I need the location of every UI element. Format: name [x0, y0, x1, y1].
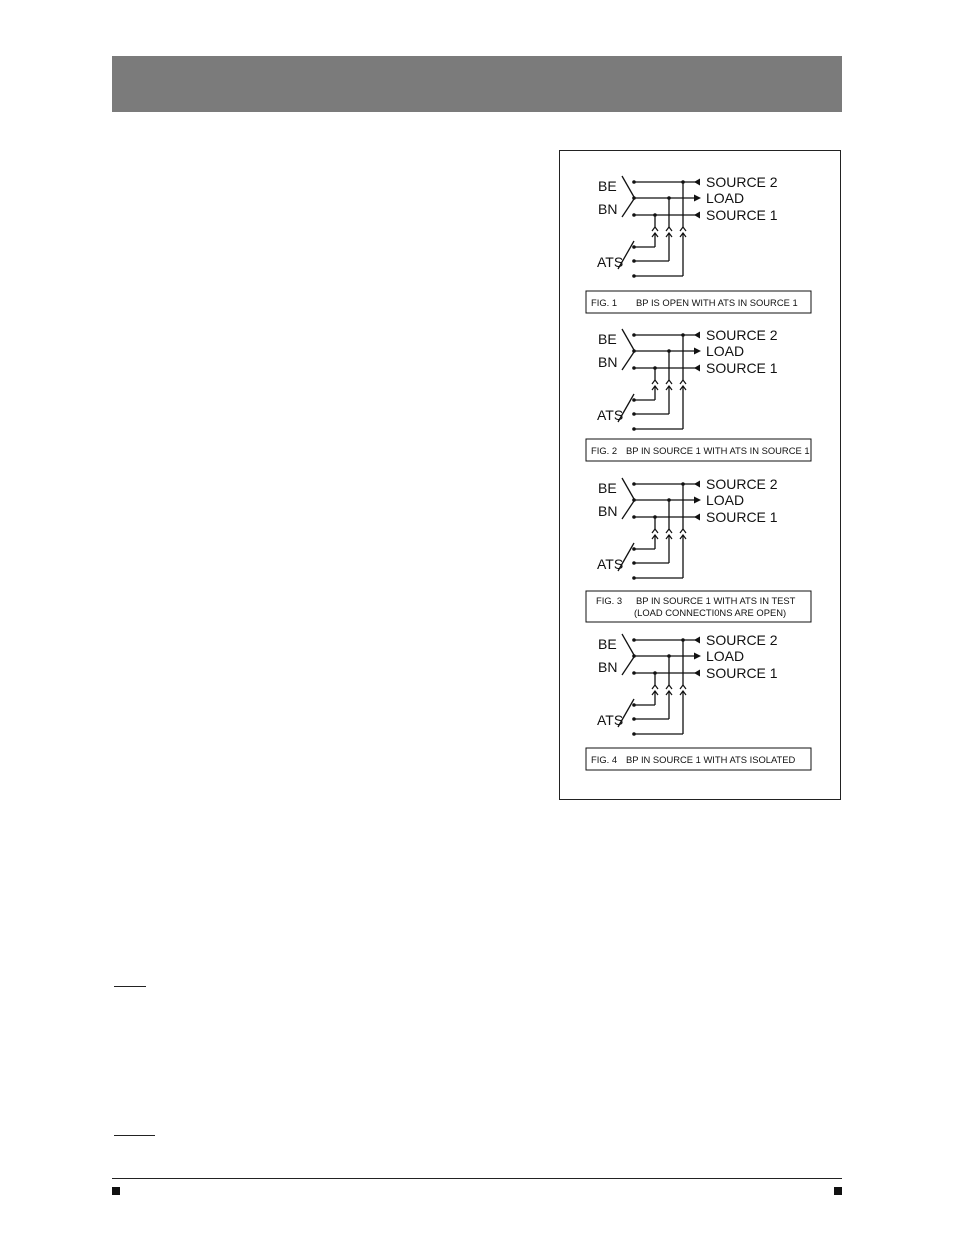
figure-caption-number: FIG. 2: [591, 445, 618, 456]
footer-mark-right: [834, 1187, 842, 1195]
source-1-arrow: [694, 670, 700, 677]
junction-dot: [653, 366, 657, 370]
header-bar: [112, 56, 842, 112]
load-arrow: [694, 497, 701, 504]
isolating-contact-upper: [680, 529, 686, 533]
source-2-arrow: [694, 637, 700, 644]
source-2-label: SOURCE 2: [706, 327, 778, 343]
note-heading-rule: [114, 1135, 155, 1136]
footer-mark-left: [112, 1187, 120, 1195]
ats-label: ATS: [597, 556, 624, 572]
source-1-label: SOURCE 1: [706, 207, 778, 223]
junction-dot: [632, 245, 636, 249]
isolating-contact-upper: [652, 685, 658, 689]
junction-dot: [681, 180, 685, 184]
note-heading-rule: [114, 986, 146, 987]
junction-dot: [632, 576, 636, 580]
bn-switch-blade: [622, 501, 634, 519]
bn-label: BN: [598, 659, 618, 675]
be-label: BE: [598, 636, 617, 652]
junction-dot: [632, 412, 636, 416]
diagram-frame: [559, 150, 841, 800]
isolating-contact-upper: [652, 380, 658, 384]
footer-rule: [112, 1178, 842, 1179]
junction-dot: [632, 561, 636, 565]
junction-dot: [667, 498, 671, 502]
junction-dot: [632, 259, 636, 263]
bn-switch-blade: [622, 352, 634, 370]
isolating-contact-upper: [652, 529, 658, 533]
be-switch-blade: [622, 329, 634, 350]
figure-caption-number: FIG. 1: [591, 297, 618, 308]
figure-caption-text: BP IN SOURCE 1 WITH ATS IN TEST: [636, 595, 796, 606]
figure-caption-text: BP IS OPEN WITH ATS IN SOURCE 1: [636, 297, 798, 308]
junction-dot: [632, 671, 636, 675]
source-2-label: SOURCE 2: [706, 174, 778, 190]
junction-dot: [653, 671, 657, 675]
isolating-contact-upper: [680, 380, 686, 384]
junction-dot: [632, 366, 636, 370]
load-label: LOAD: [706, 190, 745, 206]
load-arrow: [694, 653, 701, 660]
source-1-arrow: [694, 365, 700, 372]
junction-dot: [632, 717, 636, 721]
figure-2: [586, 327, 811, 461]
figure-3: [586, 476, 811, 622]
source-2-arrow: [694, 332, 700, 339]
source-2-label: SOURCE 2: [706, 476, 778, 492]
junction-dot: [632, 180, 636, 184]
bn-label: BN: [598, 201, 618, 217]
junction-dot: [632, 349, 636, 353]
isolating-contact-upper: [666, 227, 672, 231]
figure-caption-number: FIG. 3: [596, 595, 623, 606]
bypass-switch-diagram: [560, 151, 842, 801]
junction-dot: [632, 498, 636, 502]
source-2-arrow: [694, 179, 700, 186]
junction-dot: [632, 333, 636, 337]
junction-dot: [667, 654, 671, 658]
junction-dot: [681, 482, 685, 486]
junction-dot: [632, 732, 636, 736]
junction-dot: [632, 482, 636, 486]
ats-label: ATS: [597, 407, 624, 423]
isolating-contact-upper: [666, 529, 672, 533]
junction-dot: [632, 274, 636, 278]
junction-dot: [632, 213, 636, 217]
be-switch-blade: [622, 478, 634, 499]
load-arrow: [694, 195, 701, 202]
source-1-label: SOURCE 1: [706, 360, 778, 376]
figure-4: [586, 632, 811, 770]
junction-dot: [632, 427, 636, 431]
bn-switch-blade: [622, 657, 634, 675]
junction-dot: [632, 547, 636, 551]
bn-label: BN: [598, 503, 618, 519]
load-label: LOAD: [706, 648, 745, 664]
junction-dot: [667, 349, 671, 353]
figure-caption-text: (LOAD CONNECTI0NS ARE OPEN): [634, 607, 787, 618]
isolating-contact-upper: [666, 685, 672, 689]
isolating-contact-upper: [680, 227, 686, 231]
source-1-label: SOURCE 1: [706, 665, 778, 681]
source-2-label: SOURCE 2: [706, 632, 778, 648]
junction-dot: [632, 703, 636, 707]
bn-label: BN: [598, 354, 618, 370]
source-1-label: SOURCE 1: [706, 509, 778, 525]
be-label: BE: [598, 331, 617, 347]
junction-dot: [632, 638, 636, 642]
junction-dot: [653, 213, 657, 217]
be-label: BE: [598, 178, 617, 194]
ats-label: ATS: [597, 712, 624, 728]
be-switch-blade: [622, 634, 634, 655]
figure-caption-number: FIG. 4: [591, 754, 618, 765]
isolating-contact-upper: [666, 380, 672, 384]
load-arrow: [694, 348, 701, 355]
source-1-arrow: [694, 514, 700, 521]
source-1-arrow: [694, 212, 700, 219]
junction-dot: [653, 515, 657, 519]
figure-1: [586, 174, 811, 313]
isolating-contact-upper: [680, 685, 686, 689]
junction-dot: [632, 196, 636, 200]
ats-label: ATS: [597, 254, 624, 270]
junction-dot: [632, 515, 636, 519]
isolating-contact-upper: [652, 227, 658, 231]
source-2-arrow: [694, 481, 700, 488]
figure-caption-text: BP IN SOURCE 1 WITH ATS IN SOURCE 1: [626, 445, 810, 456]
junction-dot: [667, 196, 671, 200]
load-label: LOAD: [706, 492, 745, 508]
junction-dot: [681, 333, 685, 337]
junction-dot: [632, 398, 636, 402]
bn-switch-blade: [622, 199, 634, 217]
junction-dot: [681, 638, 685, 642]
figure-caption-text: BP IN SOURCE 1 WITH ATS ISOLATED: [626, 754, 796, 765]
be-switch-blade: [622, 176, 634, 197]
load-label: LOAD: [706, 343, 745, 359]
junction-dot: [632, 654, 636, 658]
be-label: BE: [598, 480, 617, 496]
